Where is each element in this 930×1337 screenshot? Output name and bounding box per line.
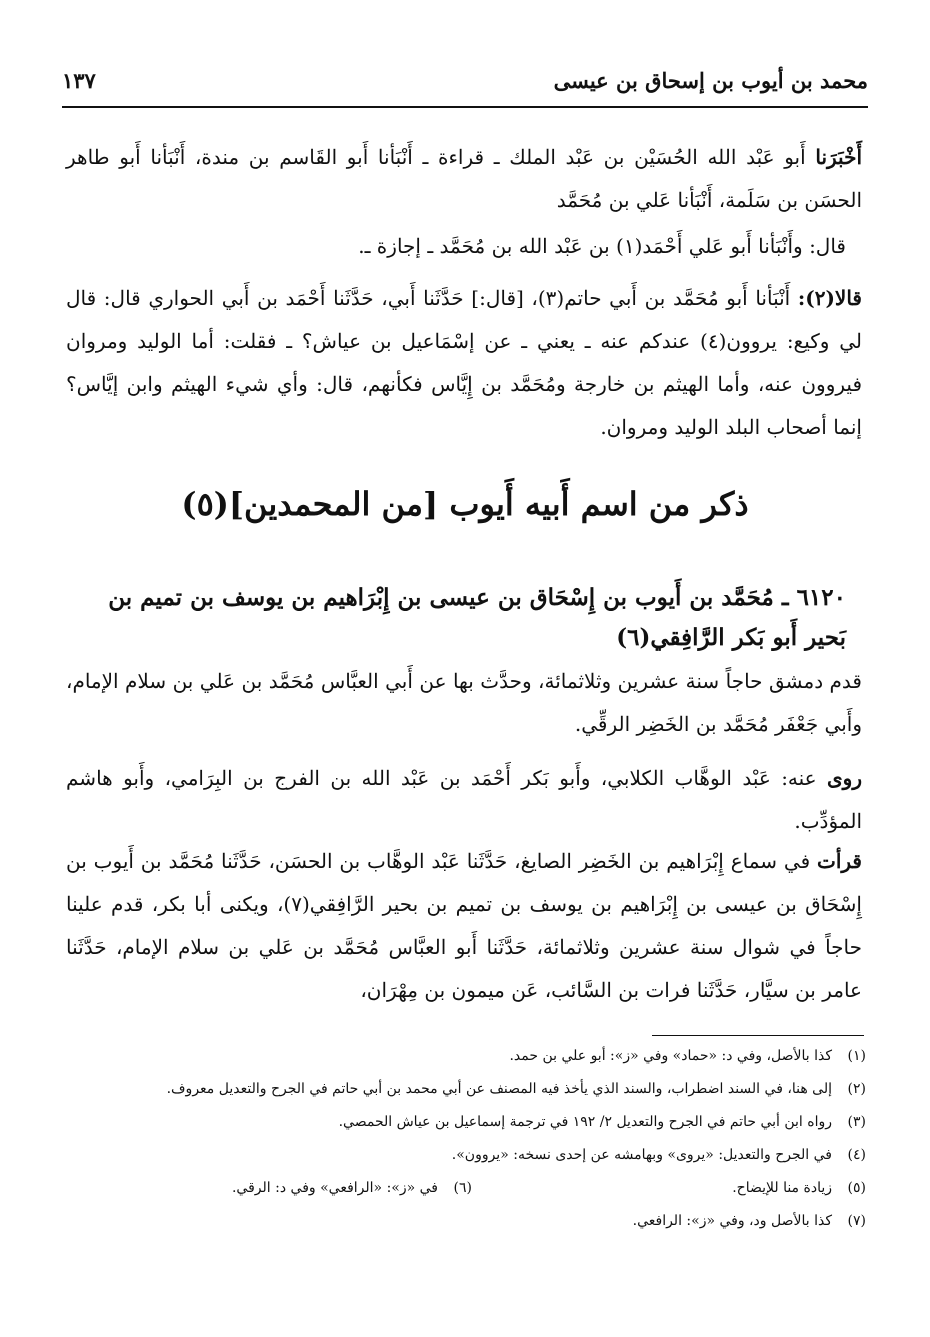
keyword-akhbarana: أَخْبَرَنا	[815, 145, 862, 169]
footnote-6	[108, 1177, 472, 1200]
paragraph-akhbarana	[66, 136, 862, 222]
footnote-text: كذا بالأصل ود، وفي «ز»: الرافعي.	[632, 1213, 832, 1229]
footnote-number: (٧)	[847, 1213, 866, 1229]
page-number: ١٣٧	[62, 68, 96, 93]
running-title: محمد بن أيوب بن إسحاق بن عيسى	[553, 68, 868, 93]
footnote-rule	[652, 1035, 864, 1036]
paragraph-text: قال: وأَنْبَأنا أَبو عَلي أَحْمَد(١) بن عَبْد الله بن مُحَمَّد ـ إجازة ـ.	[358, 234, 846, 258]
paragraph-text: أَبو عَبْد الله الحُسَيْن بن عَبْد الملك ـ قراءة ـ أَنْبَأنا أَبو القَاسم بن مندة، أَنْبَأنا أَبو طاهر الحسَن بن سَلَمة، أَنْبَأنا عَلي بن مُحَمَّد	[66, 145, 862, 212]
footnotes	[70, 1045, 866, 1243]
footnote-text: زيادة منا للإيضاح.	[732, 1180, 832, 1196]
footnote-3	[70, 1111, 866, 1134]
paragraph-qadima	[66, 660, 878, 746]
footnote-text: إلى هنا، في السند اضطراب، والسند الذي يأخذ فيه المصنف عن أبي محمد بن أبي حاتم في الجرح والتعديل معروف.	[166, 1081, 832, 1097]
footnote-text: في «ز»: «الرافعي» وفي د: الرقي.	[231, 1180, 438, 1196]
footnote-1	[70, 1045, 866, 1068]
footnote-number: (١)	[847, 1048, 866, 1064]
footnote-text: كذا بالأصل، وفي د: «حماد» وفي «ز»: أبو علي بن حمد.	[509, 1048, 832, 1064]
footnote-row	[70, 1177, 866, 1200]
paragraph-qaratu	[66, 840, 878, 1012]
keyword-rawa: روى	[827, 766, 862, 790]
footnote-5	[472, 1177, 866, 1200]
paragraph-qala	[66, 225, 862, 268]
footnote-number: (٤)	[847, 1147, 866, 1163]
header-rule	[62, 106, 868, 108]
keyword-qala: قالا(٢):	[797, 286, 862, 310]
paragraph-text: عنه: عَبْد الوهَّاب الكلابي، وأَبو بَكر أَحْمَد بن عَبْد الله بن الفرج بن البِرَامي، وأَبو هاشم المؤدِّب.	[66, 766, 862, 833]
footnote-4	[70, 1144, 866, 1167]
biography-entry-heading: ٦١٢٠ ـ مُحَمَّد بن أَيوب بن إِسْحَاق بن عيسى بن إِبْرَاهيم بن يوسف بن تميم بن بَحير أَبو بَكر الرَّافِقي(٦)	[108, 584, 846, 651]
paragraph-qala-2	[66, 277, 862, 449]
keyword-qaratu: قرأت	[817, 849, 862, 873]
section-title: ذكر من اسم أَبيه أَيوب [من المحمدين](٥)	[181, 485, 749, 523]
paragraph-text: أَنْبَأنا أَبو مُحَمَّد بن أَبي حاتم(٣)، [قال:] حَدَّثَنا أَبي، حَدَّثَنا أَحْمَد بن أَبي الحواري قال: قال لي وكيع: يروون(٤) عندكم عنه ـ يعني ـ عن إسْمَاعيل بن عياش؟ ـ فقلت: أما الوليد ومروان فيروون عنه، وأما الهيثم بن خارجة ومُحَمَّد بن إِيَّاس فكأنهم، قال: وأي شيء الهيثم وابن إيَّاس؟ إنما أصحاب البلد الوليد ومروان.	[66, 286, 863, 439]
footnote-number: (٦)	[453, 1180, 472, 1196]
footnote-2	[70, 1078, 866, 1101]
footnote-text: رواه ابن أبي حاتم في الجرح والتعديل ٢/ ١٩٢ في ترجمة إسماعيل بن عياش الحمصي.	[338, 1114, 832, 1130]
paragraph-text: قدم دمشق حاجاً سنة عشرين وثلاثمائة، وحدَّث بها عن أَبي العبَّاس مُحَمَّد بن عَلي بن سلام الإمام، وأَبي جَعْفَر مُحَمَّد بن الخَضِر الرقِّي.	[66, 669, 862, 736]
footnote-number: (٢)	[847, 1081, 866, 1097]
footnote-number: (٣)	[847, 1114, 866, 1130]
paragraph-text: في سماع إِبْرَاهيم بن الخَضِر الصايغ، حَدَّثَنا عَبْد الوهَّاب بن الحسَن، حَدَّثَنا مُحَمَّد بن أَيوب بن إِسْحَاق بن عيسى بن إِبْرَاهيم بن يوسف بن تميم بن بحير الرَّافِقي(٧)، ويكنى أبا بكر، قدم علينا حاجاً في شوال سنة عشرين وثلاثمائة، حَدَّثَنا أَبو العبَّاس مُحَمَّد بن عَلي بن سلام الإمام، حَدَّثَنا عامر بن سيَّار، حَدَّثَنا فرات بن السَّائب، عَن ميمون بن مِهْرَان،	[66, 849, 862, 1002]
footnote-number: (٥)	[847, 1180, 866, 1196]
footnote-text: في الجرح والتعديل: «يروى» وبهامشه عن إحدى نسخه: «يروون».	[451, 1147, 832, 1163]
paragraph-rawa	[66, 757, 878, 843]
running-header	[62, 62, 868, 106]
footnote-7	[70, 1210, 866, 1233]
